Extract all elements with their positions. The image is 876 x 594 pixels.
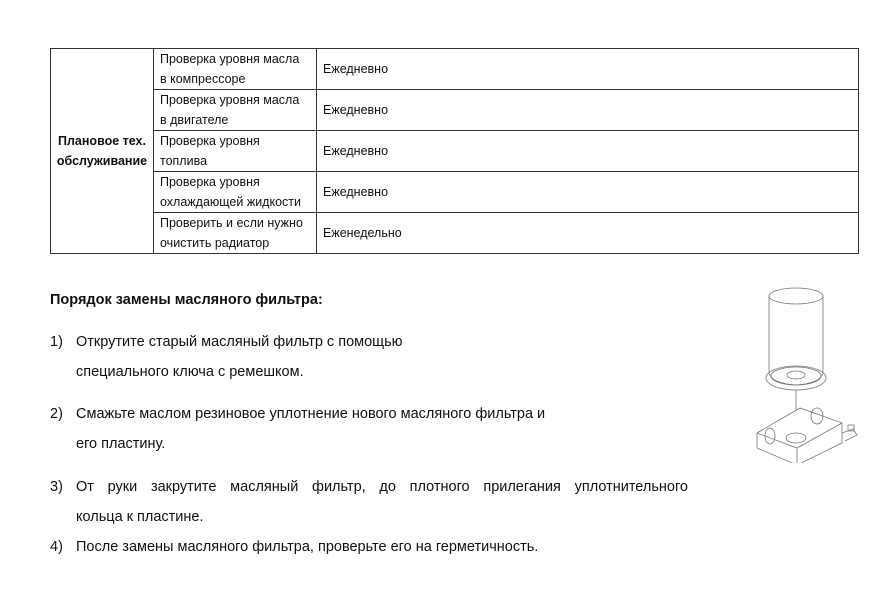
task-line: охлаждающей жидкости [160, 195, 301, 209]
task-line: Проверка уровня [160, 175, 260, 189]
task-line: в компрессоре [160, 72, 246, 86]
step-line: кольца к пластине. [76, 509, 204, 525]
table-row [51, 213, 859, 254]
oil-filter-illustration [745, 283, 870, 463]
maintenance-table [50, 48, 859, 254]
task-line: Проверка уровня [160, 134, 260, 148]
task-cell [154, 131, 317, 172]
step-number: 4) [50, 539, 63, 555]
task-line: топлива [160, 154, 208, 168]
task-line: Проверка уровня масла [160, 93, 300, 107]
task-cell [154, 49, 317, 90]
frequency-cell: Ежедневно [317, 90, 859, 131]
frequency-cell: Ежедневно [317, 49, 859, 90]
category-cell [51, 49, 154, 254]
table-row [51, 172, 859, 213]
frequency-cell: Еженедельно [317, 213, 859, 254]
step-line: От руки закрутите масляный фильтр, до плотного прилегания уплотнительного [76, 479, 688, 495]
table-row [51, 49, 859, 90]
step-line: Смажьте маслом резиновое уплотнение нового масляного фильтра и [76, 406, 546, 422]
category-line: Плановое тех. [58, 134, 146, 148]
task-line: Проверка уровня масла [160, 52, 300, 66]
category-line: обслуживание [56, 154, 148, 168]
frequency-cell: Ежедневно [317, 131, 859, 172]
table-row [51, 131, 859, 172]
task-cell [154, 90, 317, 131]
step-line: его пластину. [76, 436, 166, 452]
task-line: Проверить и если нужно [160, 216, 303, 230]
table-row [51, 90, 859, 131]
step-number: 3) [50, 479, 63, 495]
step-number: 1) [50, 334, 63, 350]
step-line: После замены масляного фильтра, проверьте его на герметичность. [76, 539, 539, 555]
step-line: специального ключа с ремешком. [76, 364, 304, 380]
frequency-cell: Ежедневно [317, 172, 859, 213]
task-cell [154, 172, 317, 213]
procedure-heading: Порядок замены масляного фильтра: [50, 292, 323, 308]
step-line: Открутите старый масляный фильтр с помощью [76, 334, 403, 350]
task-cell [154, 213, 317, 254]
task-line: очистить радиатор [160, 236, 270, 250]
step-number: 2) [50, 406, 63, 422]
task-line: в двигателе [160, 113, 229, 127]
